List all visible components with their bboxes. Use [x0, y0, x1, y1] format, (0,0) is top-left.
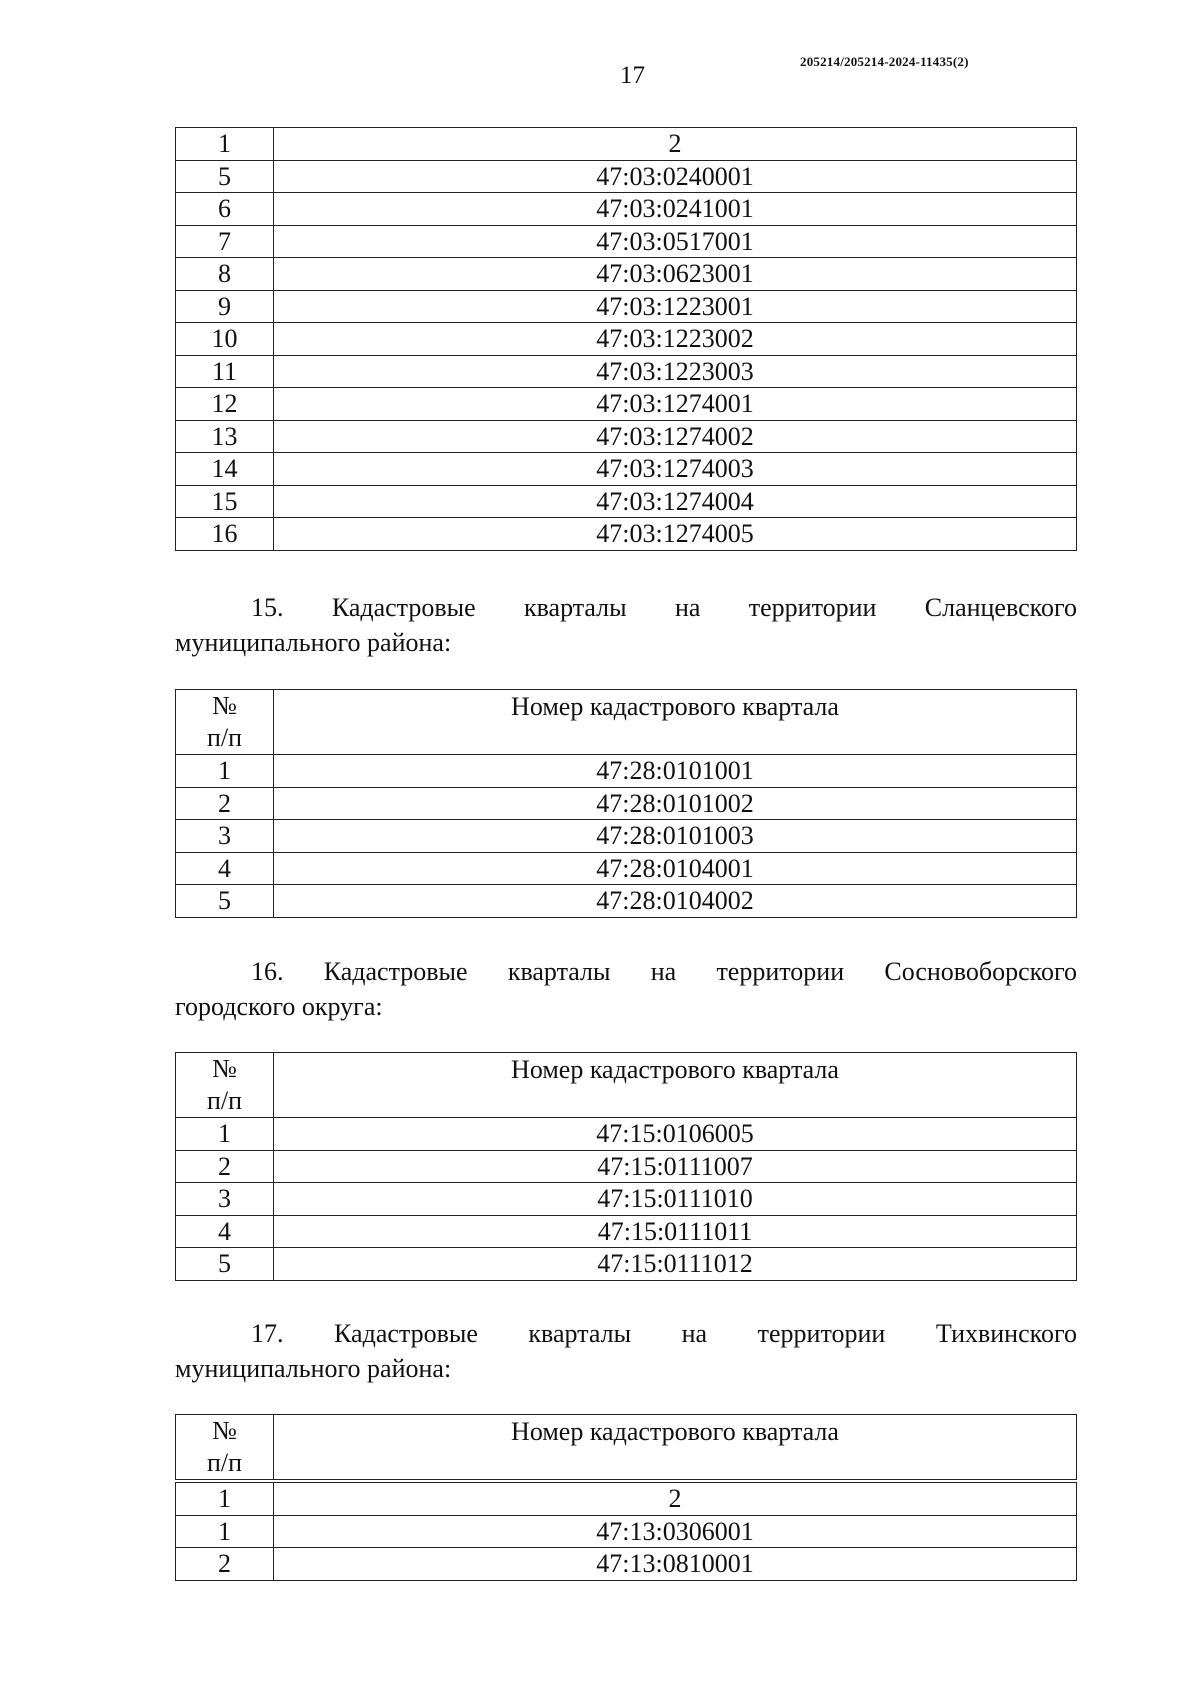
heading-word: Тихвинского — [935, 1319, 1077, 1348]
cadastral-number: 47:03:1274005 — [274, 518, 1077, 551]
document-id: 205214/205214-2024-11435(2) — [800, 54, 969, 69]
heading-word: кварталы — [523, 593, 627, 622]
row-index: 14 — [176, 453, 274, 486]
column-header-number: № п/п — [176, 1053, 274, 1118]
table-row — [176, 420, 1077, 453]
cadastral-number: 47:28:0101001 — [274, 755, 1077, 788]
row-index: 13 — [176, 420, 274, 453]
heading-word: кварталы — [507, 957, 611, 986]
cadastral-number: 47:15:0106005 — [274, 1118, 1077, 1151]
table-row — [176, 290, 1077, 323]
column-header-number: № п/п — [176, 690, 274, 755]
heading-word: территории — [757, 1319, 886, 1348]
column-header-cadastral: Номер кадастрового квартала — [274, 690, 1077, 755]
cadastral-table-section-15 — [175, 689, 1077, 918]
table-header-row — [176, 128, 1077, 161]
heading-word: территории — [748, 593, 877, 622]
row-index: 11 — [176, 355, 274, 388]
table-row — [176, 852, 1077, 885]
row-index: 6 — [176, 193, 274, 226]
cadastral-number: 47:03:0623001 — [274, 258, 1077, 291]
heading-word: Кадастровые — [331, 593, 476, 622]
cadastral-number: 47:03:0240001 — [274, 160, 1077, 193]
row-index: 9 — [176, 290, 274, 323]
section-heading-line: муниципального района: — [175, 628, 452, 657]
section-heading-line — [175, 590, 1077, 625]
section-heading-16 — [175, 954, 1077, 1024]
cadastral-number: 47:03:1274003 — [274, 453, 1077, 486]
table-row — [176, 1215, 1077, 1248]
table-row — [176, 388, 1077, 421]
heading-word: на — [650, 957, 677, 986]
row-index: 1 — [176, 1515, 274, 1548]
column-number-cell: 2 — [274, 1481, 1077, 1515]
row-index: 3 — [176, 1183, 274, 1216]
table-row — [176, 355, 1077, 388]
column-number-cell: 2 — [274, 128, 1077, 161]
heading-word: 15. — [251, 593, 284, 622]
row-index: 8 — [176, 258, 274, 291]
cadastral-number: 47:28:0101002 — [274, 787, 1077, 820]
row-index: 2 — [176, 1150, 274, 1183]
column-header-number: № п/п — [176, 1415, 274, 1482]
heading-word: Сланцевского — [924, 593, 1077, 622]
table-row — [176, 160, 1077, 193]
row-index: 3 — [176, 820, 274, 853]
cadastral-number: 47:15:0111010 — [274, 1183, 1077, 1216]
heading-word: Кадастровые — [323, 957, 468, 986]
table-row — [176, 1183, 1077, 1216]
heading-word: территории — [716, 957, 845, 986]
table-numbering-row — [176, 1481, 1077, 1515]
table-header-row — [176, 690, 1077, 755]
section-heading-15 — [175, 590, 1077, 660]
cadastral-number: 47:03:0241001 — [274, 193, 1077, 226]
heading-word: на — [681, 1319, 708, 1348]
table-header-row — [176, 1415, 1077, 1482]
cadastral-number: 47:15:0111011 — [274, 1215, 1077, 1248]
cadastral-table-section-16 — [175, 1052, 1077, 1281]
section-heading-17 — [175, 1316, 1077, 1386]
cadastral-number: 47:03:1274004 — [274, 485, 1077, 518]
cadastral-number: 47:15:0111007 — [274, 1150, 1077, 1183]
table-row — [176, 518, 1077, 551]
row-index: 12 — [176, 388, 274, 421]
table-row — [176, 323, 1077, 356]
row-index: 4 — [176, 852, 274, 885]
table-row — [176, 787, 1077, 820]
table-row — [176, 1515, 1077, 1548]
cadastral-number: 47:03:1274001 — [274, 388, 1077, 421]
table-row — [176, 485, 1077, 518]
cadastral-number: 47:03:1223002 — [274, 323, 1077, 356]
column-number-cell: 1 — [176, 128, 274, 161]
row-index: 15 — [176, 485, 274, 518]
row-index: 16 — [176, 518, 274, 551]
section-heading-line: городского округа: — [175, 992, 383, 1021]
cadastral-number: 47:13:0306001 — [274, 1515, 1077, 1548]
table-row — [176, 755, 1077, 788]
row-index: 5 — [176, 160, 274, 193]
table-row — [176, 193, 1077, 226]
heading-word: кварталы — [528, 1319, 632, 1348]
table-row — [176, 820, 1077, 853]
cadastral-number: 47:03:0517001 — [274, 225, 1077, 258]
page-number: 17 — [620, 62, 645, 89]
row-index: 7 — [176, 225, 274, 258]
row-index: 4 — [176, 1215, 274, 1248]
table-row — [176, 225, 1077, 258]
row-index: 1 — [176, 1118, 274, 1151]
row-index: 2 — [176, 1548, 274, 1581]
table-row — [176, 258, 1077, 291]
cadastral-number: 47:03:1223001 — [274, 290, 1077, 323]
section-heading-line — [175, 954, 1077, 989]
table-row — [176, 885, 1077, 918]
table-row — [176, 1248, 1077, 1281]
cadastral-number: 47:28:0104001 — [274, 852, 1077, 885]
heading-word: Сосновоборского — [884, 957, 1077, 986]
row-index: 1 — [176, 755, 274, 788]
row-index: 2 — [176, 787, 274, 820]
table-header-row — [176, 1053, 1077, 1118]
continued-cadastral-table — [175, 127, 1077, 551]
row-index: 10 — [176, 323, 274, 356]
column-header-cadastral: Номер кадастрового квартала — [274, 1415, 1077, 1482]
heading-word: 17. — [251, 1319, 284, 1348]
cadastral-number: 47:13:0810001 — [274, 1548, 1077, 1581]
table-row — [176, 1118, 1077, 1151]
cadastral-number: 47:28:0101003 — [274, 820, 1077, 853]
heading-word: 16. — [251, 957, 284, 986]
cadastral-number: 47:28:0104002 — [274, 885, 1077, 918]
heading-word: на — [674, 593, 701, 622]
heading-word: Кадастровые — [334, 1319, 478, 1348]
column-number-cell: 1 — [176, 1481, 274, 1515]
column-header-cadastral: Номер кадастрового квартала — [274, 1053, 1077, 1118]
cadastral-number: 47:03:1223003 — [274, 355, 1077, 388]
section-heading-line — [175, 1316, 1077, 1351]
cadastral-number: 47:03:1274002 — [274, 420, 1077, 453]
cadastral-table-section-17 — [175, 1414, 1077, 1581]
row-index: 5 — [176, 885, 274, 918]
table-row — [176, 1548, 1077, 1581]
table-row — [176, 453, 1077, 486]
section-heading-line: муниципального района: — [175, 1354, 452, 1383]
row-index: 5 — [176, 1248, 274, 1281]
table-row — [176, 1150, 1077, 1183]
cadastral-number: 47:15:0111012 — [274, 1248, 1077, 1281]
